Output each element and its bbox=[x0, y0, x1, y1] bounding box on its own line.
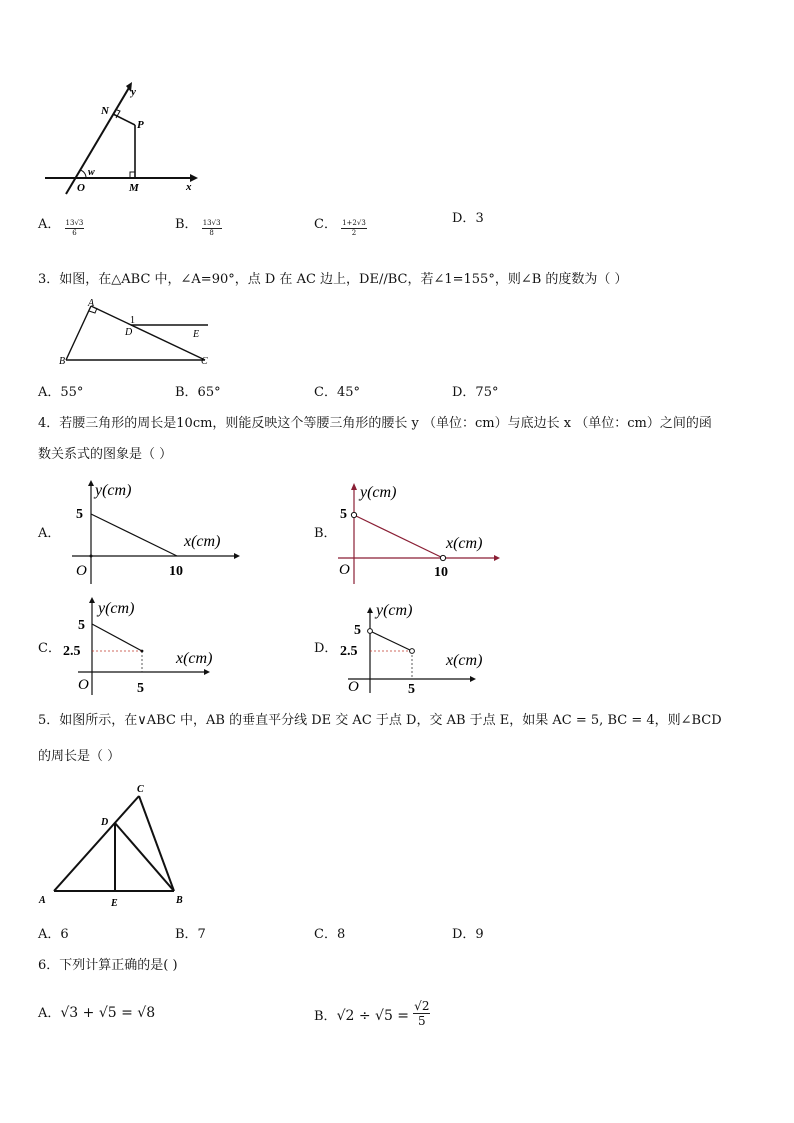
expression: √2 ÷ √5 = bbox=[336, 1008, 410, 1024]
x-tick-5: 5 bbox=[137, 681, 144, 696]
x-tick-10: 10 bbox=[434, 565, 448, 580]
label-p: P bbox=[137, 119, 144, 131]
graph-line bbox=[370, 631, 412, 651]
x-axis-label: x(cm) bbox=[184, 533, 221, 550]
origin-label: O bbox=[76, 563, 87, 579]
q3-option-d: D．75° bbox=[452, 385, 499, 400]
y-axis-label: y(cm) bbox=[95, 482, 132, 499]
label-c: C bbox=[137, 784, 144, 795]
q3-stem: 3．如图，在△ABC 中，∠A=90°，点 D 在 AC 边上，DE//BC，若∠1=155°，则∠B 的度数为（ ） bbox=[38, 272, 628, 287]
q2-option-d: D．3 bbox=[452, 211, 484, 226]
q4-option-a-label: A． bbox=[38, 526, 61, 541]
label-a: A bbox=[39, 895, 46, 906]
q2-figure bbox=[40, 80, 210, 195]
q5-stem-line1: 5．如图所示，在∨ABC 中，AB 的垂直平分线 DE 交 AC 于点 D，交 AB 于点 E，如果 AC = 5, BC = 4，则∠BCD bbox=[38, 713, 722, 728]
q4-graph-a bbox=[62, 478, 242, 588]
q5-stem-line2: 的周长是（ ） bbox=[38, 749, 121, 764]
graph-line bbox=[354, 515, 443, 558]
q6-option-a: A．√3 + √5 = √8 bbox=[38, 1005, 156, 1021]
q4-graph-b bbox=[334, 480, 514, 590]
q6-option-b: B．√2 ÷ √5 = $\frac{√2}{5}$ bbox=[314, 999, 430, 1028]
label-d: D bbox=[101, 817, 109, 828]
y-axis-label: y(cm) bbox=[360, 484, 397, 501]
q2-option-a: A． $\frac{13√3}{6}$ bbox=[38, 217, 84, 237]
q5-option-c: C．8 bbox=[314, 927, 346, 942]
x-axis-label: x(cm) bbox=[176, 650, 213, 667]
y-tick-2-5: 2.5 bbox=[340, 644, 358, 659]
side-bc bbox=[139, 796, 174, 891]
q3-figure bbox=[58, 298, 218, 368]
q4-option-b-label: B． bbox=[314, 526, 337, 541]
y-tick-5: 5 bbox=[340, 507, 347, 522]
label-e: E bbox=[193, 329, 200, 340]
q6-stem: 6．下列计算正确的是( ) bbox=[38, 958, 178, 973]
q4-graph-d bbox=[334, 597, 509, 697]
open-point-10 bbox=[440, 555, 445, 560]
q5-option-a: A．6 bbox=[38, 927, 69, 942]
q4-option-c-label: C． bbox=[38, 641, 61, 656]
label-w: w bbox=[88, 167, 95, 178]
label-n: N bbox=[101, 105, 109, 117]
q5-figure bbox=[36, 780, 196, 908]
y-tick-2-5: 2.5 bbox=[63, 644, 81, 659]
q3-option-a: A．55° bbox=[38, 385, 84, 400]
label-c: C bbox=[201, 356, 208, 367]
segment-np bbox=[113, 114, 135, 125]
label-o: O bbox=[77, 182, 85, 194]
x-tick-5: 5 bbox=[408, 682, 415, 697]
side-ac bbox=[54, 796, 139, 891]
x-tick-10: 10 bbox=[169, 564, 183, 579]
angle-w-arc bbox=[80, 170, 86, 178]
q5-option-b: B．7 bbox=[175, 927, 206, 942]
fraction: $\frac{13√3}{6}$ bbox=[65, 219, 84, 237]
label-x: x bbox=[186, 181, 192, 193]
fraction: $\frac{√2}{5}$ bbox=[414, 999, 430, 1028]
y-tick-5: 5 bbox=[78, 618, 85, 633]
graph-line bbox=[91, 514, 177, 556]
q4-graph-c bbox=[58, 597, 233, 697]
label-a: A bbox=[88, 298, 95, 309]
origin-label: O bbox=[348, 679, 359, 695]
q2-option-c: C． $\frac{1+2√3}{2}$ bbox=[314, 217, 366, 237]
q4-stem-line2: 数关系式的图象是（ ） bbox=[38, 447, 173, 462]
label-e: E bbox=[111, 898, 118, 908]
y-axis-label: y(cm) bbox=[98, 600, 135, 617]
q4-stem-line1: 4．若腰三角形的周长是10cm，则能反映这个等腰三角形的腰长 y （单位：cm）与底边长 x （单位：cm）之间的函 bbox=[38, 416, 712, 431]
fraction: $\frac{1+2√3}{2}$ bbox=[342, 219, 366, 237]
label-y: y bbox=[131, 86, 136, 98]
q2-option-b: B． $\frac{13√3}{8}$ bbox=[175, 217, 221, 237]
graph-line bbox=[92, 624, 142, 651]
origin-label: O bbox=[78, 677, 89, 693]
side-ab bbox=[66, 306, 91, 360]
q3-option-c: C．45° bbox=[314, 385, 360, 400]
expression: √3 + √5 = √8 bbox=[60, 1005, 156, 1021]
label-d: D bbox=[125, 327, 133, 338]
label-1: 1 bbox=[130, 315, 135, 326]
open-point-5 bbox=[351, 512, 356, 517]
side-ac bbox=[91, 306, 205, 360]
q4-option-d-label: D． bbox=[314, 641, 338, 656]
label-b: B bbox=[176, 895, 183, 906]
open-point-2-5 bbox=[410, 649, 415, 654]
y-tick-5: 5 bbox=[76, 507, 83, 522]
y-tick-5: 5 bbox=[354, 623, 361, 638]
segment-db bbox=[115, 823, 174, 891]
label-m: M bbox=[129, 182, 139, 194]
label-b: B bbox=[59, 356, 66, 367]
y-axis-label: y(cm) bbox=[376, 602, 413, 619]
q5-option-d: D．9 bbox=[452, 927, 484, 942]
q3-option-b: B．65° bbox=[175, 385, 221, 400]
x-axis-label: x(cm) bbox=[446, 535, 483, 552]
x-axis-label: x(cm) bbox=[446, 652, 483, 669]
origin-label: O bbox=[339, 562, 350, 578]
fraction: $\frac{13√3}{8}$ bbox=[202, 219, 221, 237]
open-point-5 bbox=[368, 629, 373, 634]
